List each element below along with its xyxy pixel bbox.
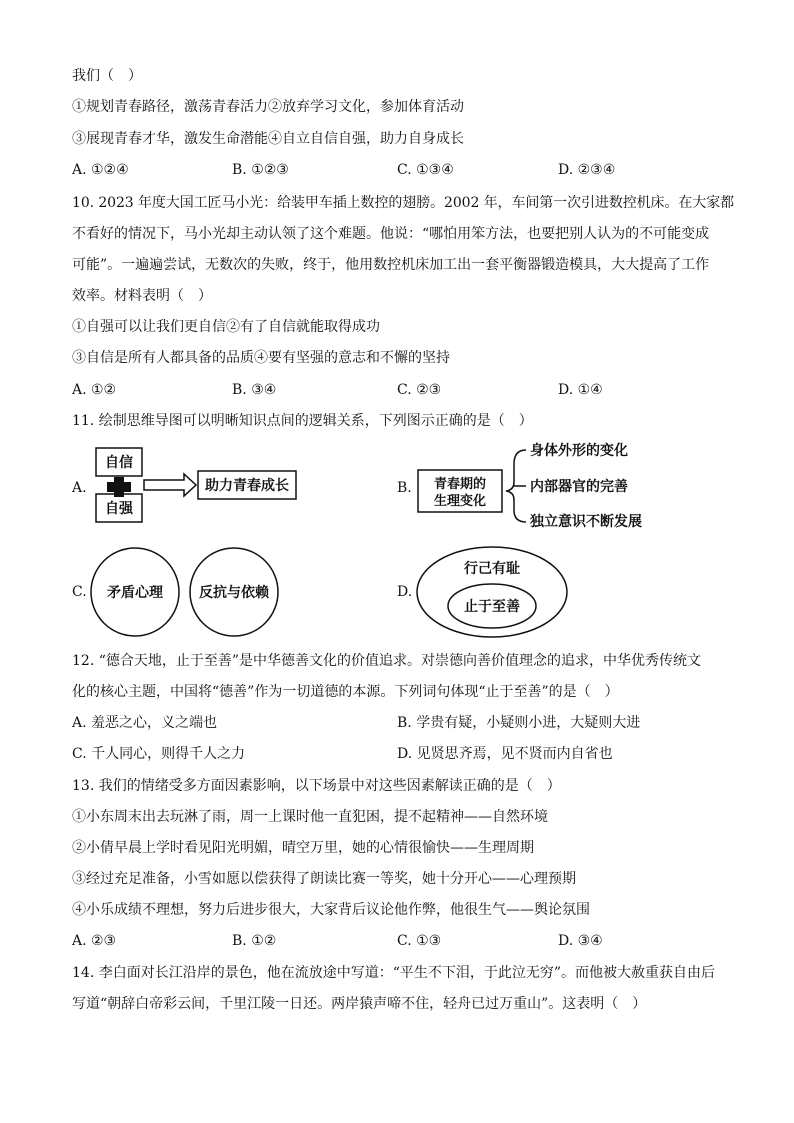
q11-diagram-a-letter: A.: [72, 480, 87, 496]
q11-stem: 11. 绘制思维导图可以明晰知识点间的逻辑关系，下列图示正确的是（ ）: [72, 413, 533, 429]
q13-item-2: ②小倩早晨上学时看见阳光明媚，晴空万里，她的心情很愉快——生理周期: [72, 840, 534, 856]
branch-independence: 独立意识不断发展: [530, 514, 642, 530]
outer-ellipse-label: 行己有耻: [464, 561, 520, 577]
q10-stem-line-2: 不看好的情况下，马小光却主动认领了这个难题。他说：“哪怕用笨方法，也要把别人认为的不可能变成: [72, 226, 710, 242]
q9-option-b: B. ①②③: [232, 162, 289, 178]
q12-stem-line-2: 化的核心主题，中国将“德善”作为一切道德的本源。下列词句体现“止于至善”的是（ ）: [72, 684, 619, 700]
q13-item-1: ①小东周末出去玩淋了雨，周一上课时他一直犯困，提不起精神——自然环境: [72, 809, 548, 825]
q9-option-d: D. ②③④: [558, 162, 616, 178]
q10-stem-line-3: 可能”。一遍遍尝试，无数次的失败，终于，他用数控机床加工出一套平衡器锻造模具，大大提高了工作: [72, 257, 710, 273]
q11-diagram-b-letter: B.: [397, 480, 412, 496]
puberty-center-line-2: 生理变化: [433, 494, 487, 509]
q12-option-b: B. 学贵有疑，小疑则小进，大疑则大进: [397, 715, 641, 731]
q13-option-a: A. ②③: [72, 933, 117, 949]
q13-item-3: ③经过充足准备，小雪如愿以偿获得了朗读比赛一等奖，她十分开心——心理预期: [72, 871, 576, 887]
q11-diagram-c-letter: C.: [72, 584, 87, 600]
q11-diagram-d-letter: D.: [397, 584, 413, 600]
growth-target-label: 助力青春成长: [205, 478, 289, 494]
q10-stem-line-1: 10. 2023 年度大国工匠马小光：给装甲车插上数控的翅膀。2002 年，车间第一次引进数控机床。在大家都: [72, 195, 735, 211]
branch-body-shape: 身体外形的变化: [530, 443, 628, 459]
self-strength-box-label: 自强: [105, 501, 133, 517]
q10-stem-line-4: 效率。材料表明（ ）: [72, 288, 212, 304]
q9-option-c: C. ①③④: [397, 162, 454, 178]
q11-diagram-d: [414, 544, 572, 640]
q11-diagram-a: [90, 442, 310, 524]
q12-option-c: C. 千人同心，则得千人之力: [72, 746, 246, 762]
q13-option-c: C. ①③: [397, 933, 442, 949]
q12-stem-line-1: 12. “德合天地，止于至善”是中华德善文化的价值追求。对崇德向善价值理念的追求，中华优秀传统文: [72, 653, 702, 669]
contradiction-label: 矛盾心理: [107, 585, 163, 601]
q9-choice-line-1: ①规划青春路径，激荡青春活力②放弃学习文化，参加体育活动: [72, 99, 464, 115]
q10-choice-line-2: ③自信是所有人都具备的品质④要有坚强的意志和不懈的坚持: [72, 350, 450, 366]
confidence-box-label: 自信: [105, 455, 133, 471]
q13-option-d: D. ③④: [558, 933, 603, 949]
rebellion-dependence-label: 反抗与依赖: [199, 585, 269, 601]
branch-internal-organs: 内部器官的完善: [530, 479, 628, 495]
inner-ellipse-label: 止于至善: [464, 599, 520, 615]
q10-choice-line-1: ①自强可以让我们更自信②有了自信就能取得成功: [72, 319, 380, 335]
q10-option-b: B. ③④: [232, 382, 277, 398]
q9-stem-end: 我们（ ）: [72, 68, 142, 84]
q13-item-4: ④小乐成绩不理想，努力后进步很大，大家背后议论他作弊，他很生气——舆论氛围: [72, 902, 590, 918]
q9-option-a: A. ①②④: [72, 162, 129, 178]
q9-choice-line-2: ③展现青春才华，激发生命潜能④自立自信自强，助力自身成长: [72, 131, 464, 147]
q11-diagram-c: [88, 546, 288, 638]
puberty-center-line-1: 青春期的: [433, 477, 487, 492]
q10-option-d: D. ①④: [558, 382, 603, 398]
q14-stem-line-2: 写道“朝辞白帝彩云间，千里江陵一日还。两岸猿声啼不住，轻舟已过万重山”。这表明（ ）: [72, 996, 647, 1012]
q13-option-b: B. ①②: [232, 933, 277, 949]
arrow-right-icon: [144, 474, 196, 496]
q12-option-a: A. 羞恶之心，义之端也: [72, 715, 218, 731]
q13-stem: 13. 我们的情绪受多方面因素影响，以下场景中对这些因素解读正确的是（ ）: [72, 778, 561, 794]
q10-option-a: A. ①②: [72, 382, 117, 398]
q12-option-d: D. 见贤思齐焉，见不贤而内自省也: [397, 746, 613, 762]
q11-diagram-b: [414, 436, 664, 532]
q14-stem-line-1: 14. 李白面对长江沿岸的景色，他在流放途中写道：“平生不下泪，于此泣无穷”。而他被大赦重获自由后: [72, 965, 716, 981]
q10-option-c: C. ②③: [397, 382, 442, 398]
